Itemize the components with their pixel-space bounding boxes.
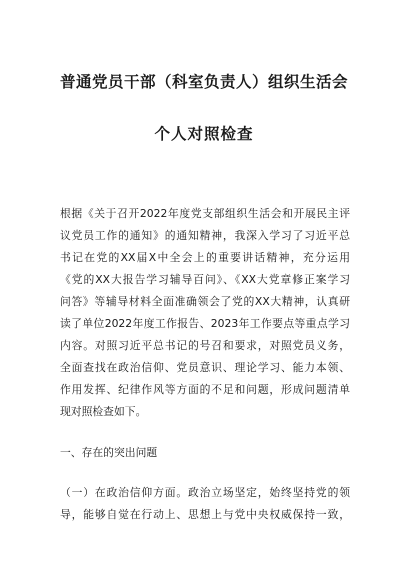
section-heading-text: 一、存在的突出问题: [60, 446, 158, 459]
paragraph-intro: [60, 203, 350, 423]
paragraph-line: 《党的XX大报告学习辅导百问》、《XX大党章修正案学习: [60, 273, 350, 286]
paragraph-line: 导，能够自觉在行动上、思想上与党中央权威保持一致，: [60, 508, 350, 521]
paragraph-line: 议党员工作的通知》的通知精神，我深入学习了习近平总: [60, 229, 350, 242]
paragraph-line: （一）在政治信仰方面。政治立场坚定，始终坚持党的领: [60, 486, 350, 499]
paragraph-line: 书记在党的XX届X中全会上的重要讲话精神，充分运用: [60, 251, 350, 264]
paragraph-line: 读了单位2022年度工作报告、2023年工作要点等重点学习: [60, 317, 350, 330]
section-heading: [60, 442, 350, 464]
paragraph-line: 内容。对照习近平总书记的号召和要求，对照党员义务，: [60, 339, 350, 352]
paragraph-political: [60, 482, 350, 526]
document-subtitle: 个人对照检查: [154, 125, 254, 143]
document-title: 普通党员干部（科室负责人）组织生活会: [59, 73, 348, 91]
paragraph-line: 作用发挥、纪律作风等方面的不足和问题，形成问题清单: [60, 383, 350, 396]
paragraph-line: 现对照检查如下。: [60, 405, 147, 418]
paragraph-line: 问答》等辅导材料全面准确领会了党的XX大精神，认真研: [60, 295, 350, 308]
paragraph-line: 根据《关于召开2022年度党支部组织生活会和开展民主评: [60, 207, 350, 220]
paragraph-line: 全面查找在政治信仰、党员意识、理论学习、能力本领、: [60, 361, 350, 374]
